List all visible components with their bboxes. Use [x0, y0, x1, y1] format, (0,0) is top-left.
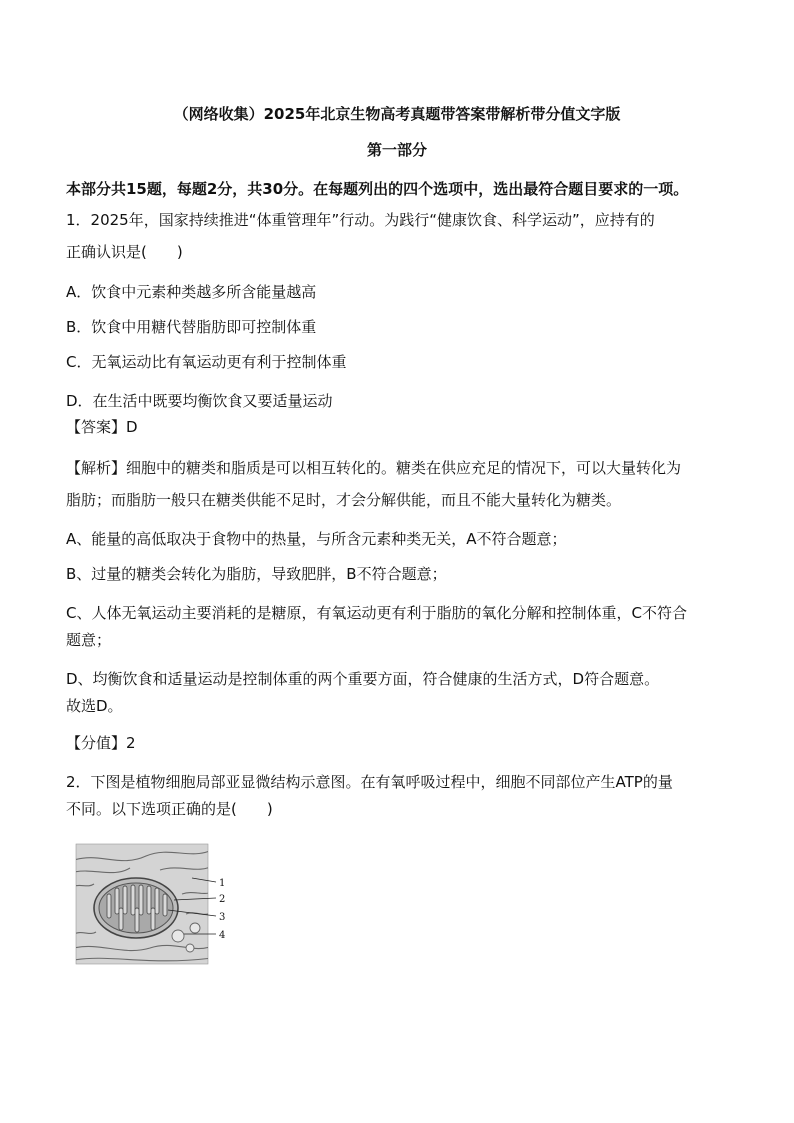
- q1-option-c: C．无氧运动比有氧运动更有利于控制体重: [66, 353, 347, 371]
- instructions: 本部分共15题，每题2分，共30分。在每题列出的四个选项中，选出最符合题目要求的一项。: [66, 180, 689, 198]
- cell-structure-figure: [70, 838, 230, 970]
- q1-score: 【分值】2: [66, 734, 136, 752]
- q1-analysis-a: A、能量的高低取决于食物中的热量，与所含元素种类无关，A不符合题意；: [66, 530, 567, 548]
- document-title: （网络收集）2025年北京生物高考真题带答案带解析带分值文字版: [173, 105, 621, 123]
- q1-answer: 【答案】D: [66, 418, 138, 436]
- q1-option-b: B．饮食中用糖代替脂肪即可控制体重: [66, 318, 317, 336]
- q2-stem-line1: 2．下图是植物细胞局部亚显微结构示意图。在有氧呼吸过程中，细胞不同部位产生ATP的量: [66, 773, 673, 791]
- q1-conclusion: 故选D。: [66, 697, 123, 715]
- q1-stem-line2: 正确认识是( ): [66, 243, 183, 261]
- figure-label-4: 4: [219, 930, 226, 941]
- q1-analysis-line2: 脂肪；而脂肪一般只在糖类供能不足时，才会分解供能，而且不能大量转化为糖类。: [66, 491, 622, 509]
- q1-analysis-c-line2: 题意；: [66, 631, 112, 649]
- q1-analysis-b: B、过量的糖类会转化为脂肪，导致肥胖，B不符合题意；: [66, 565, 447, 583]
- figure-label-1: 1: [219, 878, 226, 889]
- figure-labels: [219, 878, 225, 941]
- q1-option-a: A．饮食中元素种类越多所含能量越高: [66, 283, 317, 301]
- figure-label-2: 2: [219, 894, 226, 905]
- q1-analysis-d: D、均衡饮食和适量运动是控制体重的两个重要方面，符合健康的生活方式，D符合题意。: [66, 670, 660, 688]
- figure-label-3: 3: [219, 912, 226, 923]
- q1-analysis-c-line1: C、人体无氧运动主要消耗的是糖原，有氧运动更有利于脂肪的氧化分解和控制体重，C不符合: [66, 604, 687, 622]
- q1-analysis-line1: 【解析】细胞中的糖类和脂质是可以相互转化的。糖类在供应充足的情况下，可以大量转化为: [66, 459, 682, 477]
- mitochondrion: [94, 878, 178, 938]
- q2-stem-line2: 不同。以下选项正确的是( ): [66, 800, 273, 818]
- q1-option-d: D．在生活中既要均衡饮食又要适量运动: [66, 392, 333, 410]
- section-heading: 第一部分: [366, 141, 427, 159]
- q1-stem-line1: 1．2025年，国家持续推进“体重管理年”行动。为践行“健康饮食、科学运动”，应持有的: [66, 211, 655, 229]
